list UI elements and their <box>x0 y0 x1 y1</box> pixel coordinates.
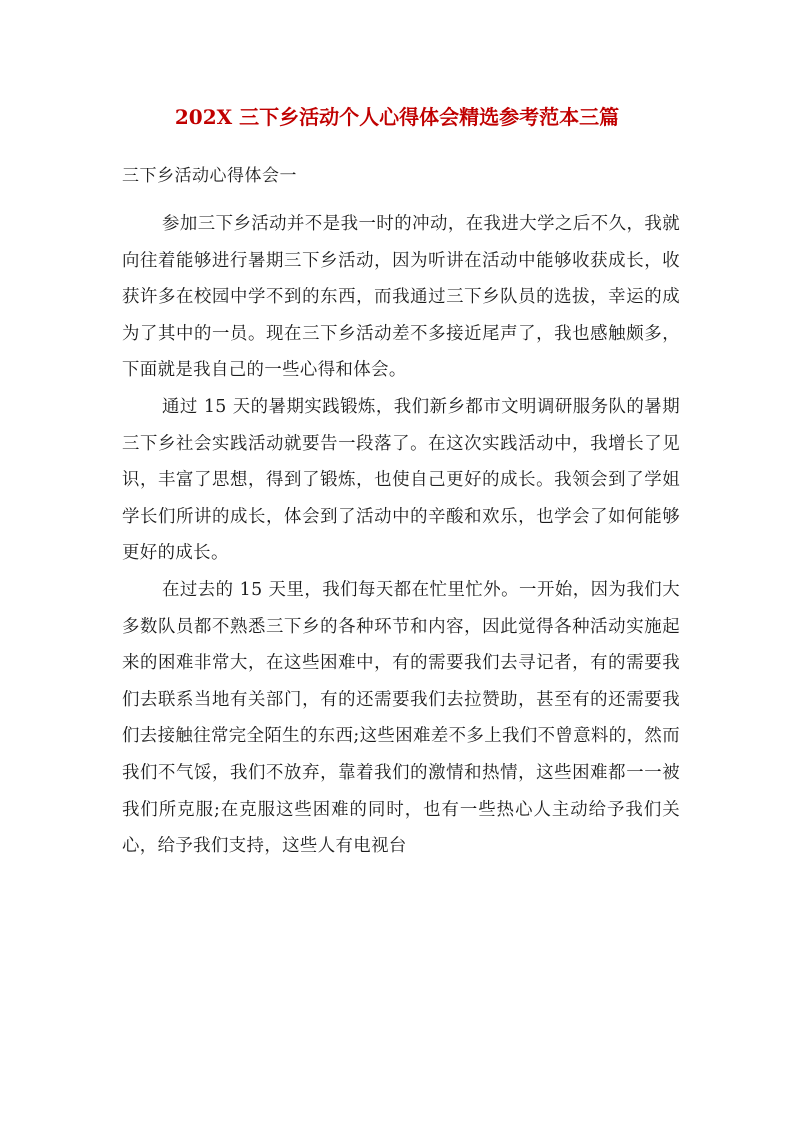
paragraph-2: 通过 15 天的暑期实践锻炼，我们新乡都市文明调研服务队的暑期三下乡社会实践活动就要告一段落了。在这次实践活动中，我增长了见识，丰富了思想，得到了锻炼，也使自己更好的成长。我领会到了学姐学长们所讲的成长，体会到了活动中的辛酸和欢乐，也学会了如何能够更好的成长。 <box>122 396 680 564</box>
body-text <box>122 206 680 865</box>
section-heading: 三下乡活动心得体会一 <box>122 166 297 186</box>
document-title: 202X 三下乡活动个人心得体会精选参考范本三篇 <box>174 105 620 129</box>
paragraph-1: 参加三下乡活动并不是我一时的冲动，在我进大学之后不久，我就向往着能够进行暑期三下乡活动，因为听讲在活动中能够收获成长，收获许多在校园中学不到的东西，而我通过三下乡队员的选拔，幸运的成为了其中的一员。现在三下乡活动差不多接近尾声了，我也感触颇多，下面就是我自己的一些心得和体会。 <box>122 214 680 381</box>
paragraph-3: 在过去的 15 天里，我们每天都在忙里忙外。一开始，因为我们大多数队员都不熟悉三下乡的各种环节和内容，因此觉得各种活动实施起来的困难非常大，在这些困难中，有的需要我们去寻记者，有的需要我们去联系当地有关部门，有的还需要我们去拉赞助，甚至有的还需要我们去接触往常完全陌生的东西;这些困难差不多上我们不曾意料的，然而我们不气馁，我们不放弃，靠着我们的激情和热情，这些困难都一一被我们所克服;在克服这些困难的同时，也有一些热心人主动给予我们关心，给予我们支持，这些人有电视台 <box>122 579 680 857</box>
